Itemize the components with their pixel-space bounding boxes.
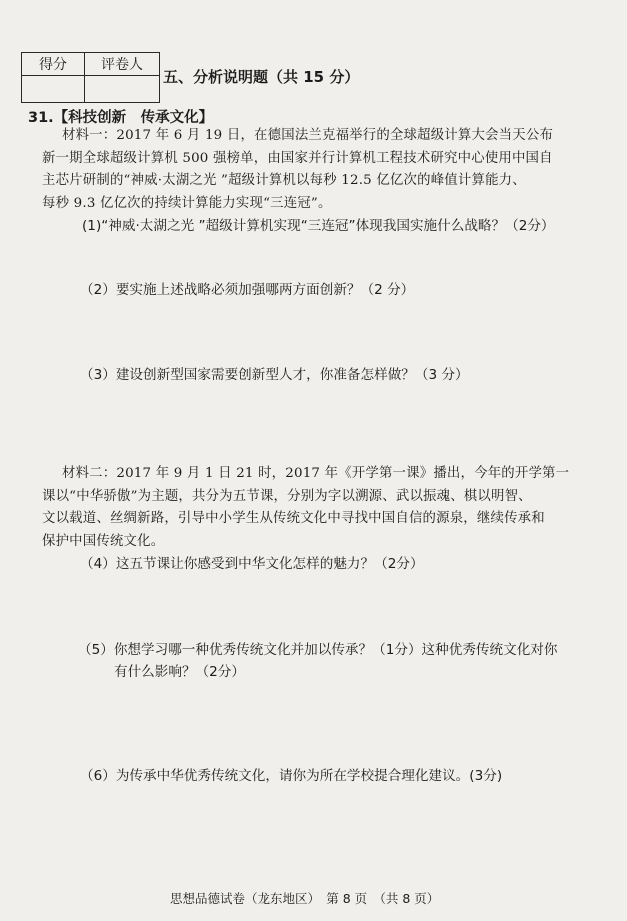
grader-header: 评卷人 (85, 53, 160, 76)
material-one-line: 每秒 9.3 亿亿次的持续计算能力实现“三连冠”。 (42, 195, 332, 211)
sub-question-6: （6）为传承中华优秀传统文化，请你为所在学校提合理化建议。(3分) (80, 768, 503, 784)
material-two-line: 文以载道、丝绸新路，引导中小学生从传统文化中寻找中国自信的源泉，继续传承和 (42, 511, 545, 526)
sub-question-5-cont: 有什么影响？（2分） (114, 664, 245, 680)
section-title: 五、分析说明题（共 15 分） (163, 68, 360, 86)
material-two-line: 材料二：2017 年 9 月 1 日 21 时，2017 年《开学第一课》播出，今年的开学第一 (62, 466, 570, 481)
material-one-line: 主芯片研制的“神威·太湖之光 ”超级计算机以每秒 12.5 亿亿次的峰值计算能力、 (42, 173, 526, 188)
material-two (42, 463, 570, 553)
score-header: 得分 (22, 53, 85, 76)
sub-question-3: （3）建设创新型国家需要创新型人才，你准备怎样做？（3 分） (80, 367, 469, 383)
material-one (42, 125, 554, 215)
sub-question-1: (1)“神威·太湖之光 ”超级计算机实现“三连冠”体现我国实施什么战略？（2分） (82, 218, 555, 234)
sub-question-2: （2）要实施上述战略必须加强哪两方面创新？（2 分） (80, 282, 415, 298)
material-one-line: 新一期全球超级计算机 500 强榜单，由国家并行计算机工程技术研究中心使用中国自 (42, 150, 553, 166)
question-title: 31.【科技创新 传承文化】 (28, 110, 214, 126)
grader-cell (85, 76, 160, 103)
page-footer: 思想品德试卷（龙东地区） 第 8 页 （共 8 页） (170, 891, 440, 906)
material-two-line: 课以“中华骄傲”为主题，共分为五节课，分别为字以溯源、武以振魂、棋以明智、 (42, 488, 532, 504)
score-cell (22, 76, 85, 103)
material-one-line: 材料一：2017 年 6 月 19 日，在德国法兰克福举行的全球超级计算大会当天公布 (62, 128, 554, 143)
sub-question-5: （5）你想学习哪一种优秀传统文化并加以传承？（1分）这种优秀传统文化对你 (78, 642, 558, 658)
material-two-line: 保护中国传统文化。 (42, 533, 165, 549)
sub-question-4: （4）这五节课让你感受到中华文化怎样的魅力？（2分） (80, 556, 424, 572)
score-table (21, 52, 160, 103)
